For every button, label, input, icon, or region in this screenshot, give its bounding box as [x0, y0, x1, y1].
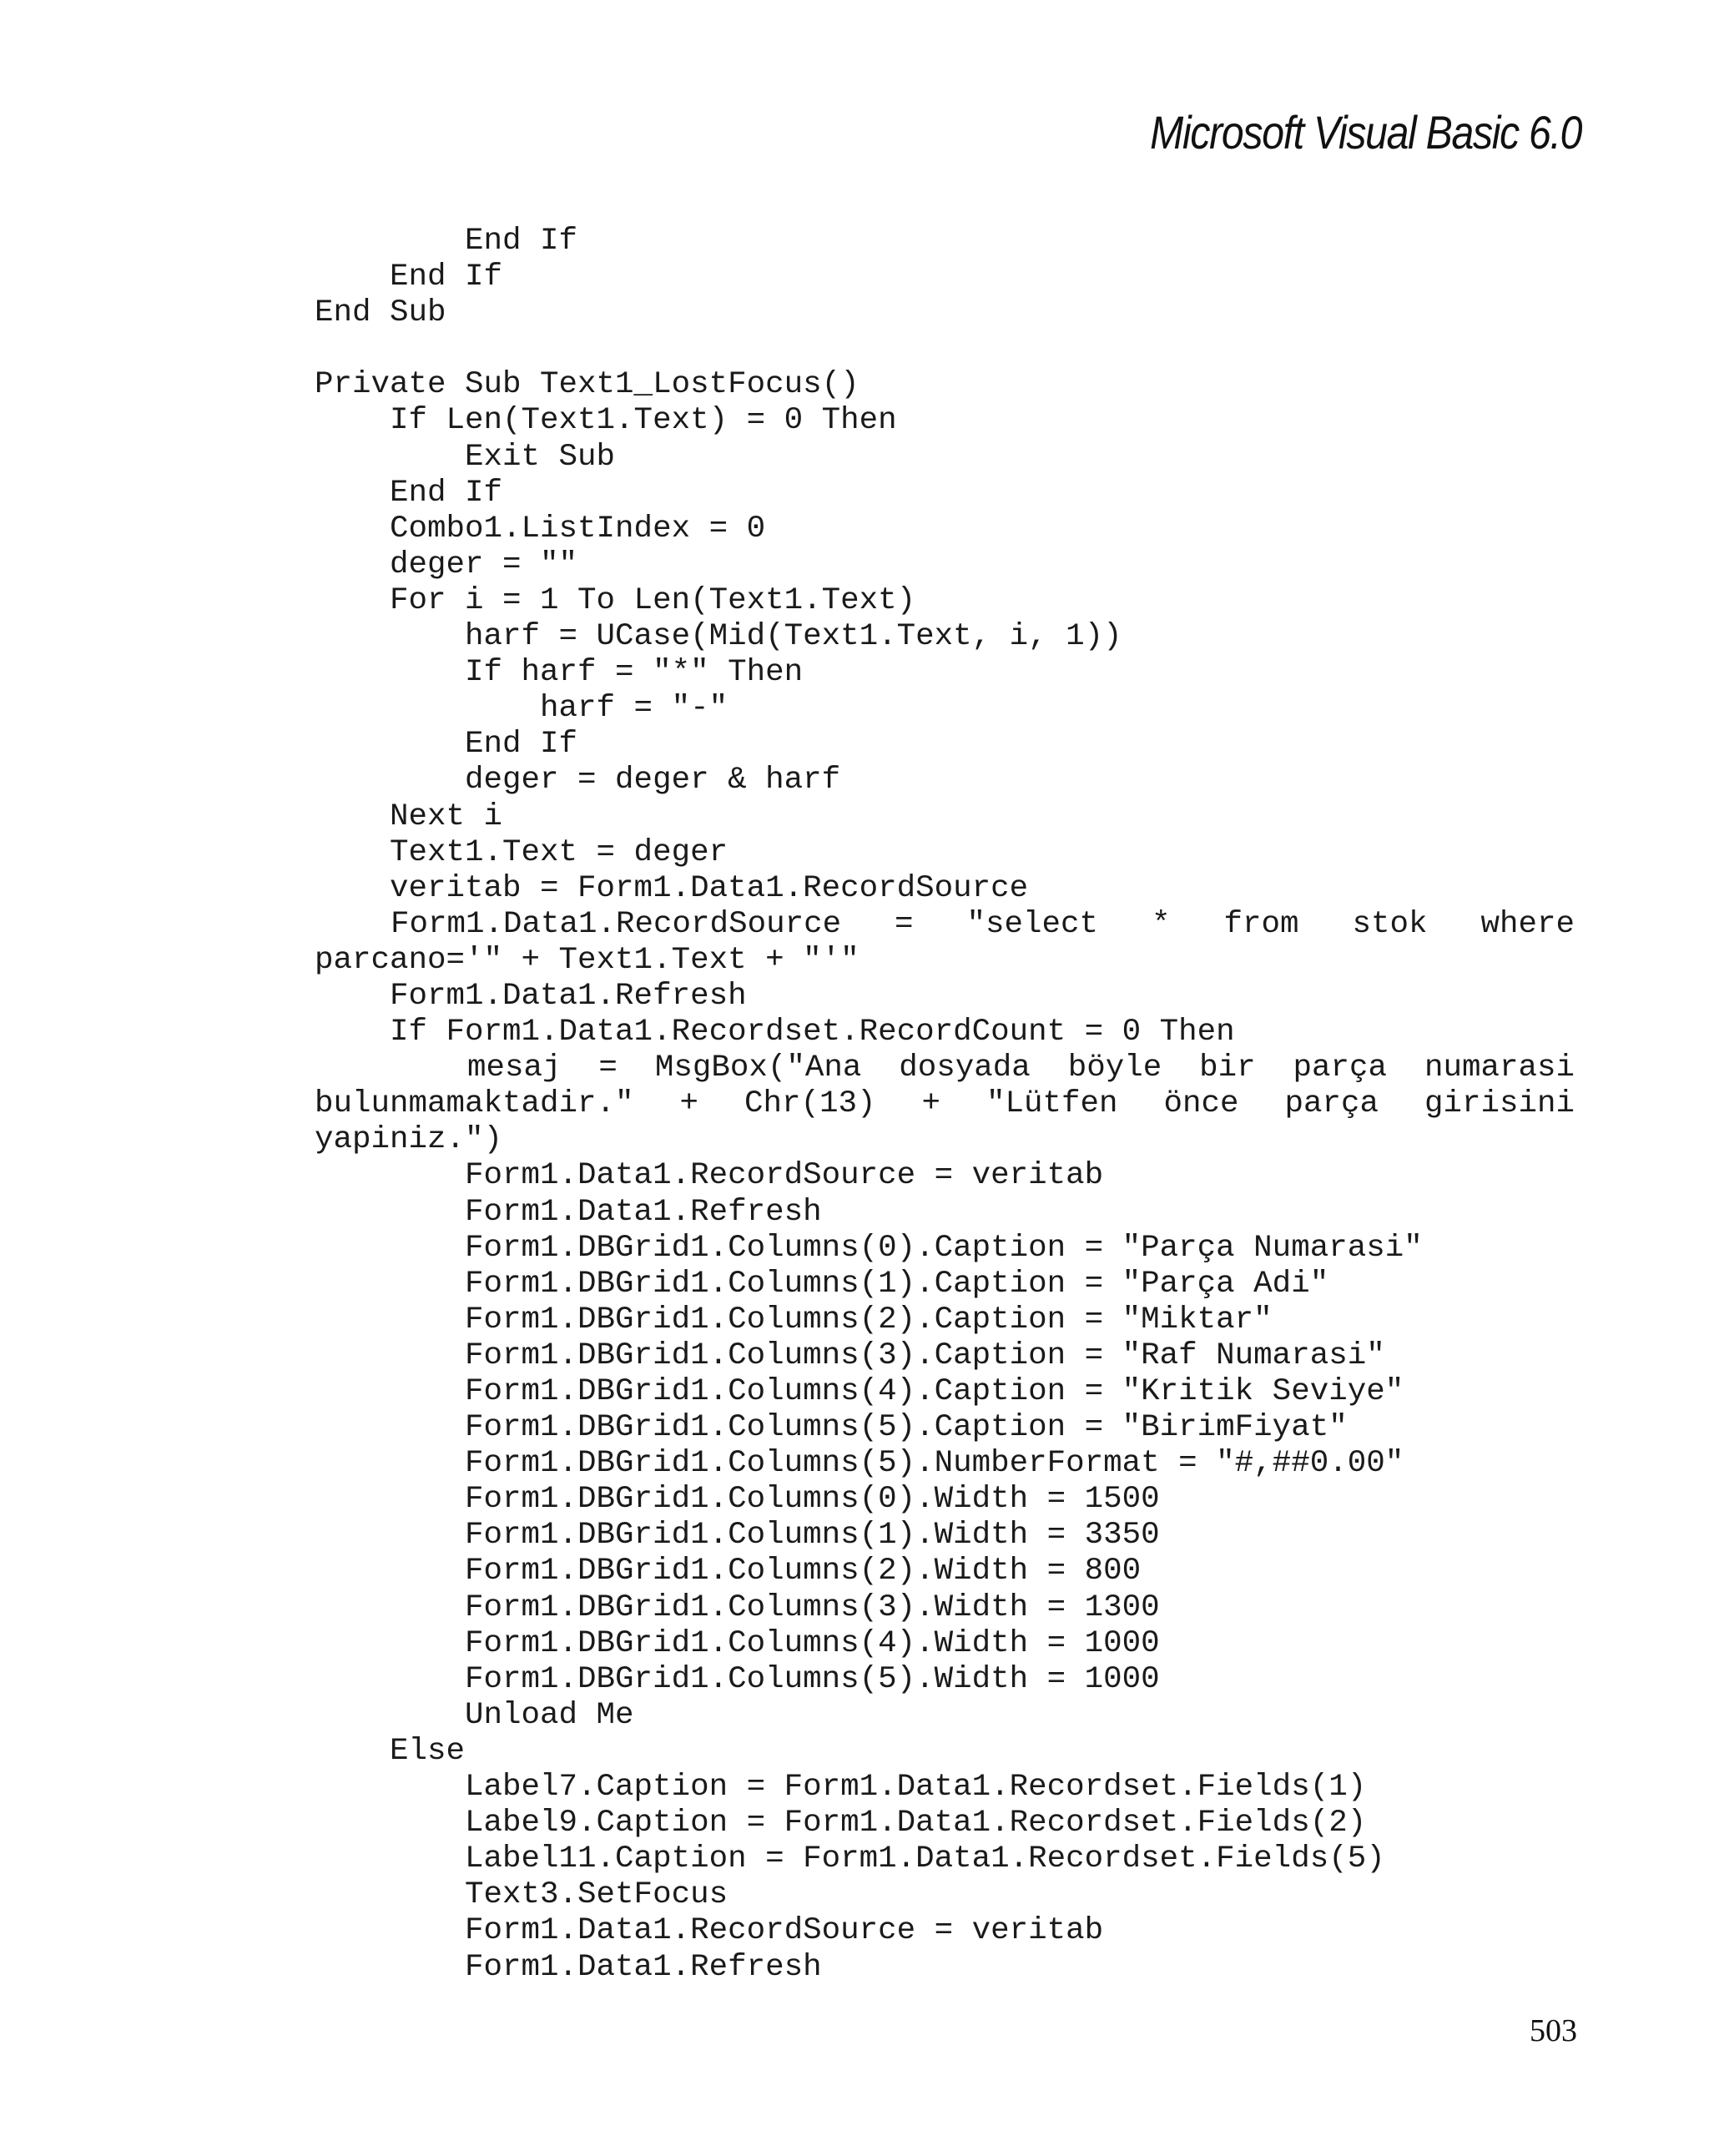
code-line: Form1.Data1.RecordSource = "select * from stok where [391, 906, 1575, 942]
code-line: Form1.DBGrid1.Columns(2).Width = 800 [315, 1554, 1142, 1589]
code-line: Form1.DBGrid1.Columns(1).Caption = "Parça Adi" [315, 1266, 1329, 1302]
code-line: Form1.DBGrid1.Columns(0).Caption = "Parça Numarasi" [315, 1230, 1423, 1266]
code-line: Combo1.ListIndex = 0 [315, 511, 766, 547]
code-line: End Sub [315, 295, 446, 331]
code-line: Form1.DBGrid1.Columns(5).Caption = "BirimFiyat" [315, 1410, 1348, 1446]
code-line: Form1.Data1.Refresh [315, 1949, 822, 1985]
code-line: For i = 1 To Len(Text1.Text) [315, 582, 916, 618]
code-line: Form1.DBGrid1.Columns(3).Caption = "Raf Numarasi" [315, 1337, 1385, 1373]
code-line: deger = "" [315, 547, 578, 582]
code-line: harf = UCase(Mid(Text1.Text, i, 1)) [315, 619, 1122, 655]
code-line: veritab = Form1.Data1.RecordSource [315, 870, 1029, 906]
code-line: Form1.DBGrid1.Columns(1).Width = 3350 [315, 1518, 1160, 1554]
code-line: mesaj = MsgBox("Ana dosyada böyle bir parça numarasi [467, 1050, 1575, 1086]
code-line: End If [315, 259, 503, 295]
code-line: Text1.Text = deger [315, 834, 728, 870]
code-line: Label11.Caption = Form1.Data1.Recordset.Fields(5) [315, 1841, 1385, 1877]
code-line: Form1.Data1.Refresh [315, 978, 747, 1014]
code-line: harf = "-" [315, 691, 728, 727]
code-line: Form1.Data1.RecordSource = veritab [315, 1158, 1104, 1194]
code-line: Label7.Caption = Form1.Data1.Recordset.Fields(1) [315, 1770, 1367, 1806]
code-line: bulunmamaktadir." + Chr(13) + "Lütfen önce parça girisini [315, 1086, 1575, 1122]
code-line: Next i [315, 798, 503, 834]
code-line: Form1.DBGrid1.Columns(5).NumberFormat = "#,##0.00" [315, 1446, 1404, 1482]
code-line: Form1.DBGrid1.Columns(0).Width = 1500 [315, 1482, 1160, 1518]
code-line: If Form1.Data1.Recordset.RecordCount = 0 Then [315, 1015, 1235, 1050]
code-line: Label9.Caption = Form1.Data1.Recordset.Fields(2) [315, 1806, 1367, 1841]
code-line: End If [315, 224, 578, 259]
code-line: Private Sub Text1_LostFocus() [315, 367, 860, 403]
code-line: End If [315, 727, 578, 763]
code-line: yapiniz.") [315, 1122, 503, 1158]
code-line: Else [315, 1733, 466, 1769]
code-line: Form1.Data1.Refresh [315, 1194, 822, 1230]
code-line: deger = deger & harf [315, 763, 841, 798]
code-line: Form1.DBGrid1.Columns(4).Caption = "Kritik Seviye" [315, 1374, 1404, 1409]
code-line: Form1.DBGrid1.Columns(4).Width = 1000 [315, 1625, 1160, 1661]
running-header: Microsoft Visual Basic 6.0 [1150, 106, 1581, 159]
code-line: Form1.Data1.RecordSource = veritab [315, 1913, 1104, 1949]
code-line [315, 331, 1575, 367]
code-listing [315, 224, 1575, 1986]
code-line: If Len(Text1.Text) = 0 Then [315, 403, 897, 439]
code-line: Form1.DBGrid1.Columns(2).Caption = "Miktar" [315, 1302, 1273, 1337]
code-line: Form1.DBGrid1.Columns(5).Width = 1000 [315, 1661, 1160, 1697]
code-line: End If [315, 475, 503, 511]
code-line: parcano='" + Text1.Text + "'" [315, 942, 860, 978]
page-number: 503 [1530, 2013, 1577, 2048]
code-line: Unload Me [315, 1697, 634, 1733]
code-line: If harf = "*" Then [315, 655, 804, 691]
code-line: Text3.SetFocus [315, 1877, 728, 1913]
code-line: Exit Sub [315, 439, 616, 475]
code-line: Form1.DBGrid1.Columns(3).Width = 1300 [315, 1589, 1160, 1625]
